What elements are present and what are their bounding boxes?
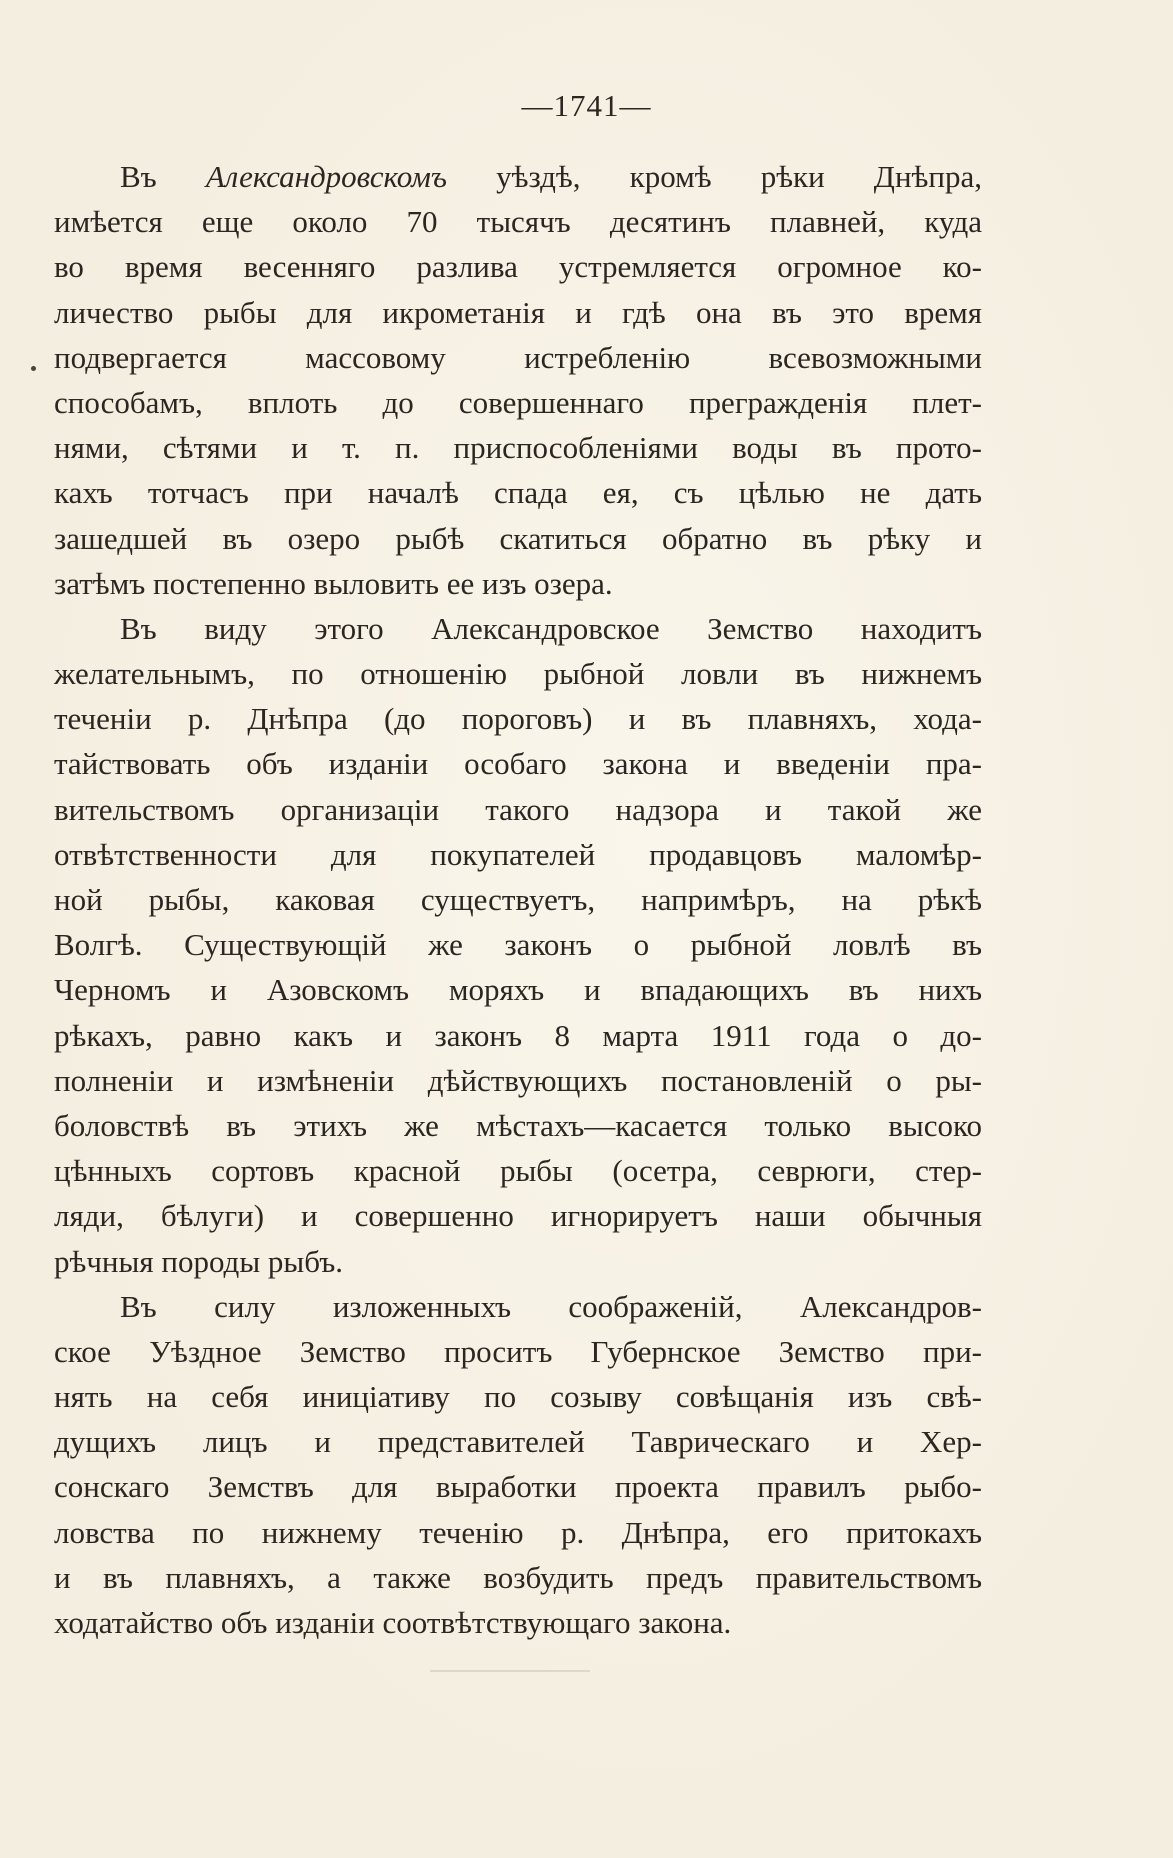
text-line: дущихъ лицъ и представителей Таврическаго и Хер- (54, 1424, 982, 1460)
text-line: Черномъ и Азовскомъ моряхъ и впадающихъ въ нихъ (54, 972, 982, 1008)
text-line: кахъ тотчасъ при началѣ спада ея, съ цѣлью не дать (54, 475, 982, 511)
text-line: нями, сѣтями и т. п. приспособленіями воды въ прото- (54, 430, 982, 466)
text-line: способамъ, вплоть до совершеннаго прегражденія плет- (54, 384, 982, 420)
text-line: полненіи и измѣненіи дѣйствующихъ постановленій о ры- (54, 1062, 982, 1098)
text-line: личество рыбы для икрометанія и гдѣ она въ это время (54, 294, 982, 330)
text-line: во время весенняго разлива устремляется огромное ко- (54, 249, 982, 285)
text-line: теченіи р. Днѣпра (до пороговъ) и въ плавняхъ, хода- (54, 701, 982, 737)
paragraph-1 (54, 154, 982, 606)
text-line: сонскаго Земствъ для выработки проекта правилъ рыбо- (54, 1469, 982, 1505)
text-line-start: Въ Александровскомъ уѣздѣ, кромѣ рѣки Днѣпра, (120, 159, 982, 194)
page-number: —1741— (521, 88, 652, 123)
italic-emphasis: Александровскомъ (205, 159, 447, 194)
text-line: ловства по нижнему теченію р. Днѣпра, его притокахъ (54, 1514, 982, 1550)
text-line: ляди, бѣлуги) и совершенно игнорируетъ наши обычныя (54, 1198, 982, 1234)
bottom-rule (430, 1670, 590, 1672)
text-line: ское Уѣздное Земство проситъ Губернское Земство при- (54, 1333, 982, 1369)
text-line: отвѣтственности для покупателей продавцовъ маломѣр- (54, 836, 982, 872)
paragraph-3 (54, 1284, 982, 1646)
text-line: тайствовать объ изданіи особаго закона и введеніи пра- (54, 746, 982, 782)
text-line: вительствомъ организаціи такого надзора и такой же (54, 791, 982, 827)
text-line: ходатайство объ изданіи соотвѣтствующаго закона. (54, 1605, 732, 1640)
margin-mark (31, 366, 36, 371)
text-line: Въ виду этого Александровское Земство находитъ (120, 610, 982, 646)
text-line: боловствѣ въ этихъ же мѣстахъ—касается только высоко (54, 1107, 982, 1143)
text-line: имѣется еще около 70 тысячъ десятинъ плавней, куда (54, 204, 982, 240)
body-text (54, 154, 982, 1645)
text-line: рѣкахъ, равно какъ и законъ 8 марта 1911 года о до- (54, 1017, 982, 1053)
paragraph-2 (54, 606, 982, 1284)
text-line: Волгѣ. Существующій же законъ о рыбной ловлѣ въ (54, 927, 982, 963)
text-line: затѣмъ постепенно выловить ее изъ озера. (54, 565, 613, 601)
text-line: желательнымъ, по отношенію рыбной ловли въ нижнемъ (54, 656, 982, 692)
text-line: рѣчныя породы рыбъ. (54, 1243, 344, 1279)
text-line: ной рыбы, каковая существуетъ, напримѣръ, на рѣкѣ (54, 882, 982, 917)
text-line (54, 154, 982, 199)
text-line: Въ силу изложенныхъ соображеній, Александров- (120, 1288, 982, 1324)
text-line: цѣнныхъ сортовъ красной рыбы (осетра, севрюги, стер- (54, 1153, 982, 1189)
text-line: зашедшей въ озеро рыбѣ скатиться обратно въ рѣку и (54, 520, 982, 556)
text-line: нять на себя иниціативу по созыву совѣщанія изъ свѣ- (54, 1379, 982, 1415)
text-line: и въ плавняхъ, а также возбудить предъ правительствомъ (54, 1559, 982, 1595)
text-line: подвергается массовому истребленію всевозможными (54, 339, 982, 375)
